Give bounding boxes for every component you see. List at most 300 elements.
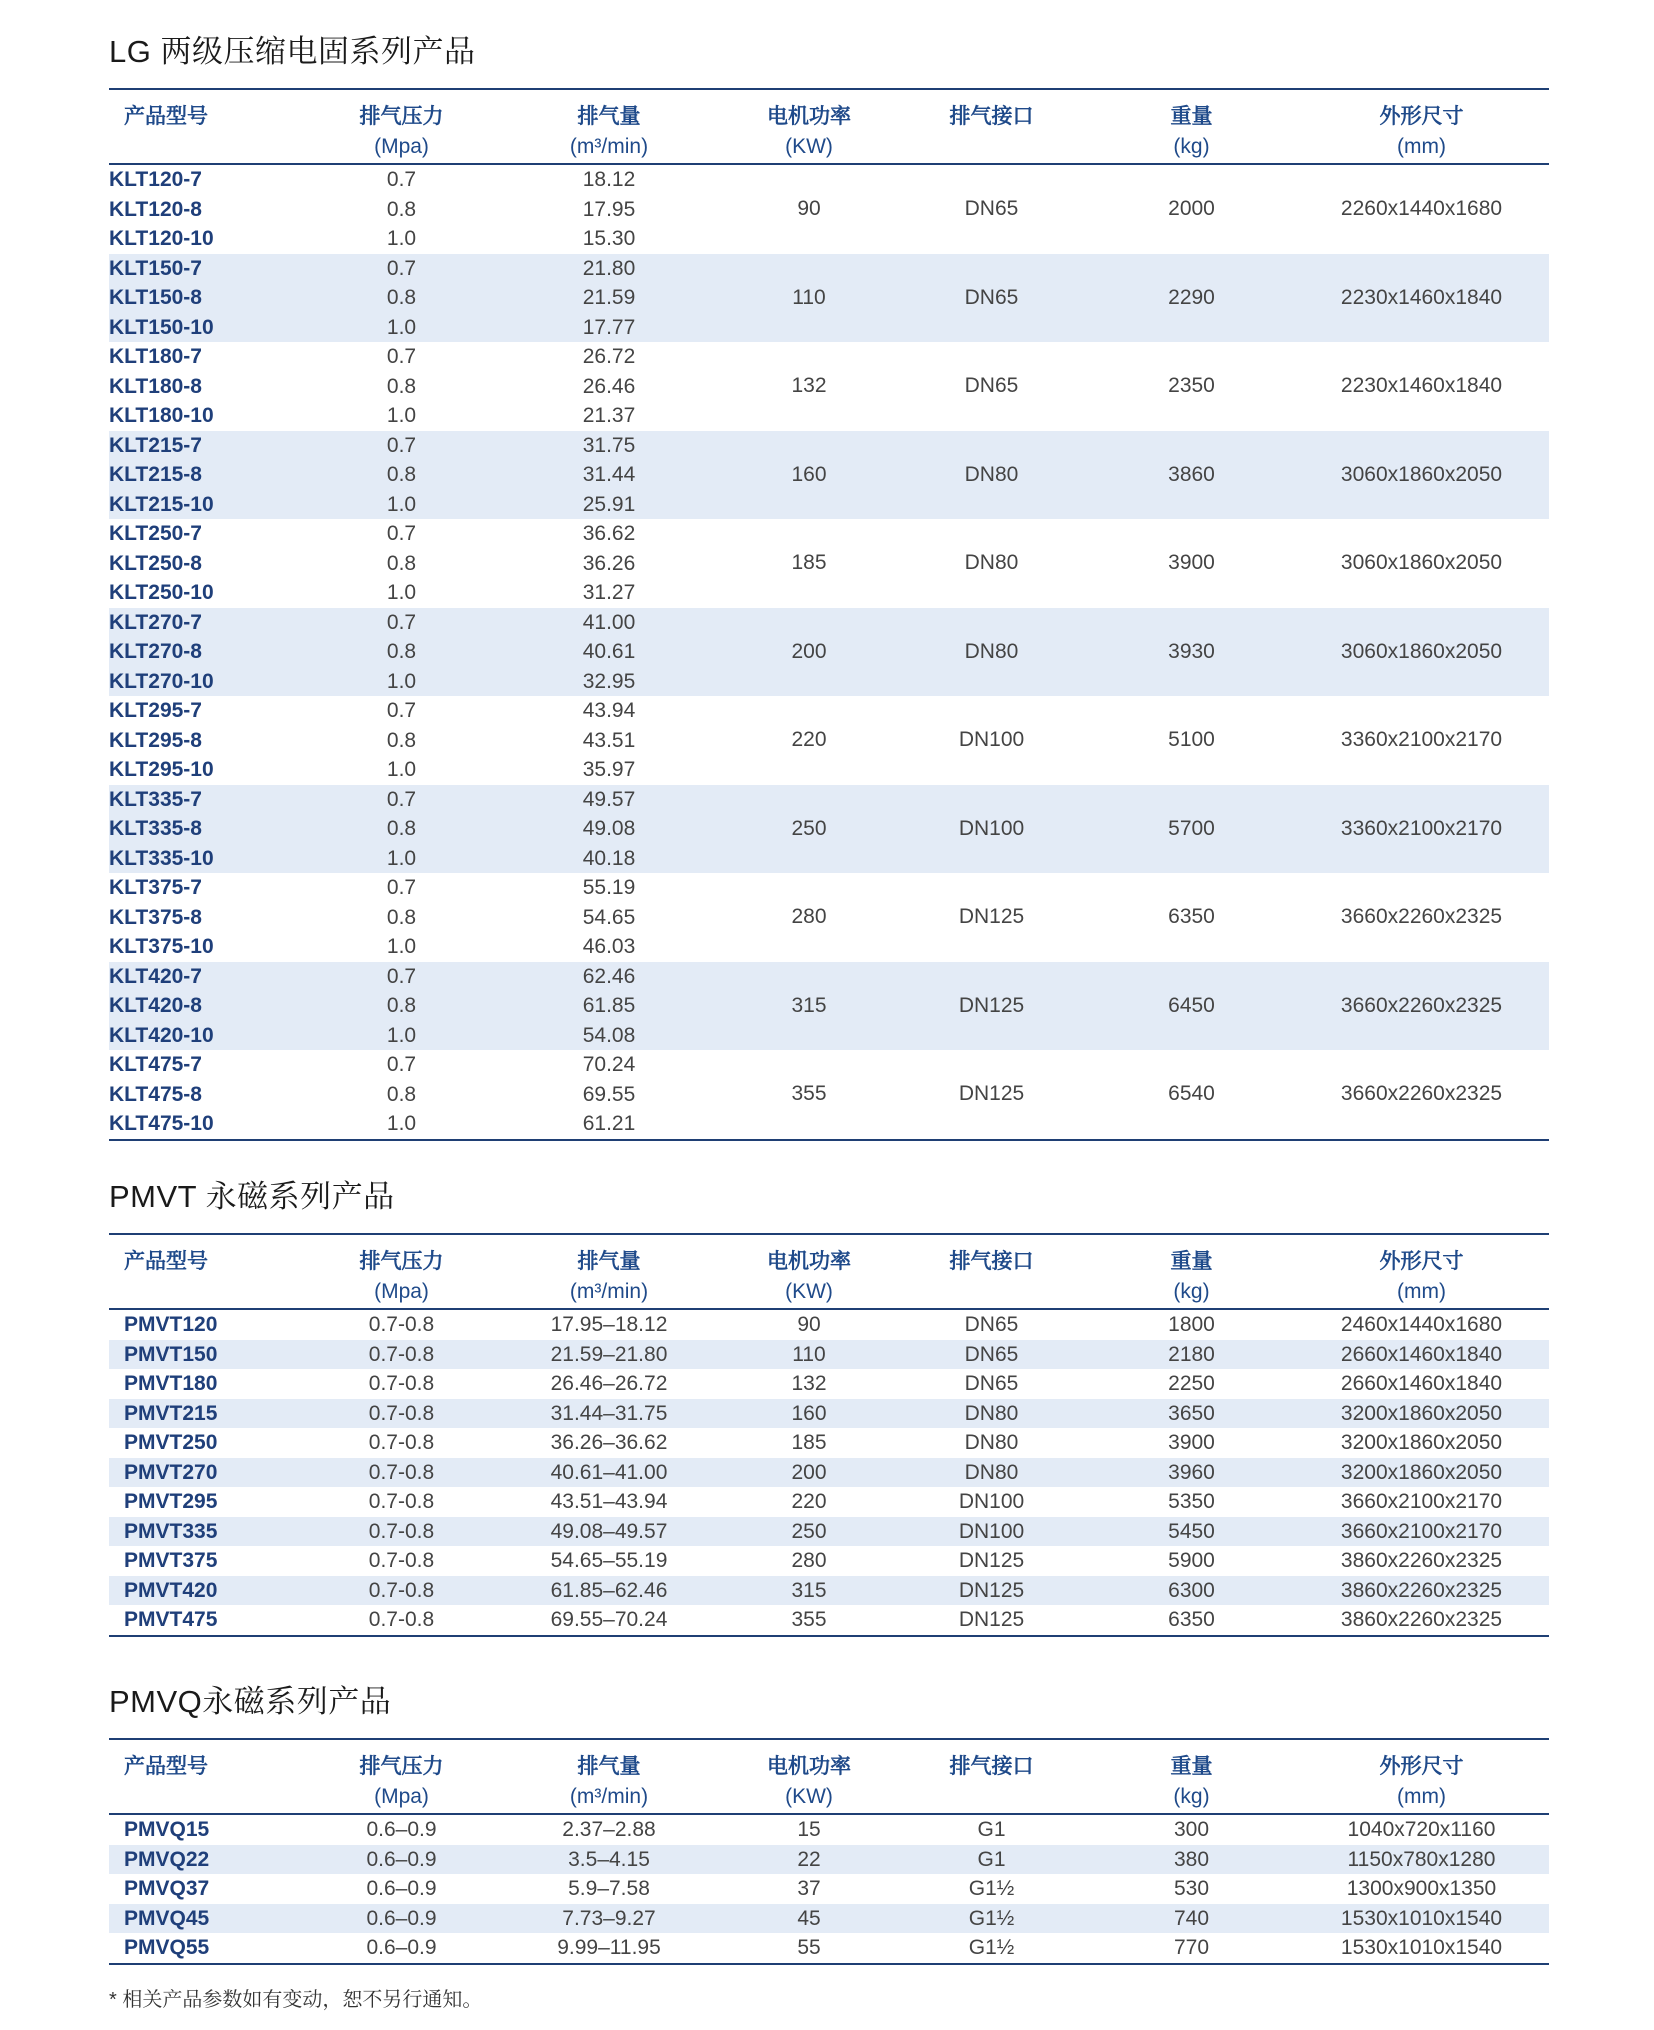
power-cell: 15 xyxy=(797,1818,821,1841)
power-cell: 315 xyxy=(724,1576,894,1606)
pressure-cell xyxy=(309,962,494,1051)
weight-cell: 530 xyxy=(1173,1877,1210,1900)
header-weight xyxy=(1089,1739,1294,1814)
power-cell: 185 xyxy=(791,1431,827,1454)
table-row xyxy=(109,1309,1549,1340)
power-cell: 355 xyxy=(791,1608,827,1631)
header-flow xyxy=(494,1234,724,1309)
model-cell xyxy=(109,608,309,697)
outlet-cell: DN65 xyxy=(894,1340,1089,1370)
flow-cell xyxy=(494,164,724,254)
pressure-cell-value: 1.0 xyxy=(386,1023,417,1047)
pressure-cell xyxy=(309,785,494,874)
model-cell xyxy=(109,254,309,343)
pressure-cell: 0.6–0.9 xyxy=(366,1936,437,1959)
flow-cell-value: 46.03 xyxy=(582,935,636,958)
flow-cell-value: 21.37 xyxy=(582,404,636,427)
outlet-cell: DN65 xyxy=(894,254,1089,343)
size-cell: 2230x1460x1840 xyxy=(1294,254,1549,343)
header-power-unit: (KW) xyxy=(785,135,833,158)
table-row xyxy=(109,1874,1549,1904)
weight-cell: 3900 xyxy=(1168,551,1215,575)
flow-cell-value: 61.85 xyxy=(582,994,636,1017)
flow-cell-value: 43.51 xyxy=(582,728,636,752)
table-row xyxy=(109,1845,1549,1875)
weight-cell: 6300 xyxy=(1089,1576,1294,1606)
pressure-cell-value: 1.0 xyxy=(386,669,417,693)
lg-table xyxy=(109,88,1549,1141)
pressure-cell: 0.6–0.9 xyxy=(366,1818,437,1841)
flow-cell-value: 69.55 xyxy=(582,1082,636,1106)
outlet-cell: DN80 xyxy=(894,1458,1089,1488)
header-size-unit: (mm) xyxy=(1397,1280,1446,1303)
power-cell: 90 xyxy=(797,1313,821,1336)
flow-cell-value: 26.46 xyxy=(582,374,636,398)
table-row-group xyxy=(109,608,1549,697)
table-header xyxy=(109,1234,1549,1309)
weight-cell: 770 xyxy=(1173,1936,1210,1959)
size-cell: 1530x1010x1540 xyxy=(1340,1936,1503,1959)
outlet-cell: DN125 xyxy=(894,1576,1089,1606)
model-cell xyxy=(109,431,309,520)
flow-cell-value: 49.08 xyxy=(582,817,636,840)
header-flow-unit: (m³/min) xyxy=(569,1280,649,1303)
model-cell-value: KLT120-8 xyxy=(109,197,202,221)
pressure-cell-value: 1.0 xyxy=(386,581,417,604)
model-cell-value: KLT215-7 xyxy=(109,433,202,457)
flow-cell: 3.5–4.15 xyxy=(494,1845,724,1875)
header-model-label: 产品型号 xyxy=(124,1755,208,1778)
flow-cell-value: 31.27 xyxy=(582,581,636,604)
table-row-group xyxy=(109,785,1549,874)
size-cell: 1150x780x1280 xyxy=(1294,1845,1549,1875)
header-weight-unit: (kg) xyxy=(1173,135,1210,158)
outlet-cell: DN65 xyxy=(964,374,1019,398)
weight-cell: 3900 xyxy=(1168,1431,1215,1454)
flow-cell: 43.51–43.94 xyxy=(550,1490,668,1513)
pressure-cell-value: 0.8 xyxy=(386,197,417,221)
table-row xyxy=(109,1340,1549,1370)
model-cell-value: KLT475-10 xyxy=(109,1112,214,1135)
outlet-cell: DN100 xyxy=(894,1517,1089,1547)
flow-cell-value: 40.61 xyxy=(582,640,636,663)
pressure-cell-value: 1.0 xyxy=(386,1112,417,1135)
flow-cell xyxy=(494,254,724,343)
model-cell-value: KLT120-10 xyxy=(109,227,214,250)
pmvq-table xyxy=(109,1738,1549,1965)
outlet-cell: DN80 xyxy=(964,551,1019,575)
pressure-cell-value: 1.0 xyxy=(386,404,417,427)
header-outlet-label: 排气接口 xyxy=(949,1250,1034,1273)
outlet-cell: DN100 xyxy=(958,728,1025,752)
weight-cell: 6350 xyxy=(1168,1608,1215,1631)
pressure-cell-value: 0.7 xyxy=(386,345,417,368)
pressure-cell-value: 1.0 xyxy=(386,758,417,781)
pressure-cell xyxy=(309,431,494,520)
flow-cell xyxy=(494,962,724,1051)
header-size xyxy=(1294,1739,1549,1814)
model-cell-value: KLT375-10 xyxy=(109,935,214,958)
outlet-cell: DN100 xyxy=(894,785,1089,874)
pressure-cell-value: 0.8 xyxy=(386,640,417,663)
weight-cell: 5450 xyxy=(1089,1517,1294,1547)
pressure-cell: 0.7-0.8 xyxy=(368,1608,435,1631)
header-weight-label: 重量 xyxy=(1170,1250,1213,1273)
size-cell: 2260x1440x1680 xyxy=(1340,197,1503,221)
table-row xyxy=(109,1814,1549,1845)
flow-cell: 7.73–9.27 xyxy=(494,1904,724,1934)
pmvt-table xyxy=(109,1233,1549,1637)
model-cell-value: KLT270-10 xyxy=(109,669,214,693)
model-cell-value: KLT150-7 xyxy=(109,256,202,280)
header-model xyxy=(109,1234,309,1309)
model-cell: PMVQ55 xyxy=(124,1936,210,1959)
table-row-group xyxy=(109,696,1549,785)
weight-cell: 2180 xyxy=(1089,1340,1294,1370)
weight-cell: 5100 xyxy=(1168,728,1215,752)
table-row-group xyxy=(109,1050,1549,1140)
pressure-cell-value: 0.8 xyxy=(386,905,417,929)
header-size-unit: (mm) xyxy=(1397,135,1446,158)
model-cell-value: KLT420-8 xyxy=(109,994,202,1017)
pressure-cell: 0.7-0.8 xyxy=(309,1517,494,1547)
table-row xyxy=(109,1904,1549,1934)
weight-cell: 300 xyxy=(1173,1818,1210,1841)
header-power-label: 电机功率 xyxy=(767,1250,851,1273)
table-row-group xyxy=(109,431,1549,520)
weight-cell: 380 xyxy=(1089,1845,1294,1875)
model-cell: PMVT475 xyxy=(124,1608,218,1631)
table-row-group xyxy=(109,254,1549,343)
pmvt-section xyxy=(109,1175,1549,1637)
model-cell-value: KLT335-8 xyxy=(109,817,202,840)
pressure-cell-value: 1.0 xyxy=(386,227,417,250)
header-pressure-label: 排气压力 xyxy=(359,105,444,128)
flow-cell-value: 21.80 xyxy=(582,256,636,280)
flow-cell-value: 25.91 xyxy=(582,492,636,516)
header-power xyxy=(724,89,894,164)
size-cell: 3200x1860x2050 xyxy=(1294,1458,1549,1488)
pressure-cell-value: 0.8 xyxy=(386,728,417,752)
header-model-label: 产品型号 xyxy=(124,105,208,128)
flow-cell-value: 26.72 xyxy=(582,345,636,368)
size-cell: 3660x2260x2325 xyxy=(1340,1082,1503,1106)
flow-cell-value: 15.30 xyxy=(582,227,636,250)
table-row-group xyxy=(109,873,1549,962)
pressure-cell: 0.7-0.8 xyxy=(368,1431,435,1454)
pmvq-section xyxy=(109,1680,1549,1965)
model-cell xyxy=(109,962,309,1051)
header-flow-label: 排气量 xyxy=(577,1250,641,1273)
header-power-unit: (KW) xyxy=(785,1785,833,1808)
weight-cell: 2250 xyxy=(1168,1372,1215,1395)
model-cell-value: KLT375-7 xyxy=(109,876,202,899)
size-cell: 1040x720x1160 xyxy=(1347,1818,1496,1841)
pressure-cell-value: 0.7 xyxy=(386,256,417,280)
outlet-cell: DN125 xyxy=(958,905,1025,929)
pressure-cell-value: 0.7 xyxy=(386,699,417,722)
pmvt-section-title: PMVT 永磁系列产品 xyxy=(109,1179,395,1214)
power-cell: 110 xyxy=(724,1340,894,1370)
header-row xyxy=(109,1234,1549,1309)
table-row xyxy=(109,1933,1549,1964)
size-cell: 1300x900x1350 xyxy=(1346,1877,1497,1900)
pressure-cell-value: 0.7 xyxy=(386,964,417,988)
model-cell-value: KLT295-7 xyxy=(109,699,202,722)
pressure-cell: 0.6–0.9 xyxy=(366,1877,437,1900)
flow-cell-value: 55.19 xyxy=(582,876,636,899)
pmvq-section-title: PMVQ永磁系列产品 xyxy=(109,1684,392,1719)
model-cell xyxy=(109,785,309,874)
flow-cell-value: 17.95 xyxy=(582,197,636,221)
size-cell: 2660x1460x1840 xyxy=(1340,1372,1503,1395)
flow-cell xyxy=(494,873,724,962)
weight-cell: 3650 xyxy=(1089,1399,1294,1429)
power-cell: 22 xyxy=(724,1845,894,1875)
model-cell: PMVT375 xyxy=(124,1549,218,1572)
weight-cell: 3860 xyxy=(1089,431,1294,520)
header-outlet xyxy=(894,89,1089,164)
weight-cell: 5350 xyxy=(1168,1490,1215,1513)
header-flow-label: 排气量 xyxy=(577,1755,641,1778)
flow-cell: 9.99–11.95 xyxy=(557,1936,661,1959)
model-cell: PMVQ37 xyxy=(124,1877,210,1900)
header-outlet-label: 排气接口 xyxy=(949,105,1034,128)
table-header xyxy=(109,1739,1549,1814)
flow-cell-value: 70.24 xyxy=(582,1053,636,1076)
model-cell-value: KLT475-7 xyxy=(109,1053,202,1076)
size-cell: 1530x1010x1540 xyxy=(1294,1904,1549,1934)
outlet-cell: DN65 xyxy=(964,1372,1019,1395)
outlet-cell: DN80 xyxy=(964,1431,1019,1454)
pressure-cell-value: 0.8 xyxy=(386,286,417,309)
power-cell: 37 xyxy=(797,1877,821,1900)
header-power-label: 电机功率 xyxy=(767,1755,851,1778)
power-cell: 185 xyxy=(791,551,827,575)
header-row xyxy=(109,89,1549,164)
pressure-cell-value: 0.7 xyxy=(386,610,417,634)
model-cell-value: KLT270-7 xyxy=(109,610,202,634)
model-cell: PMVT120 xyxy=(124,1313,218,1336)
outlet-cell: DN80 xyxy=(894,1399,1089,1429)
pressure-cell-value: 1.0 xyxy=(386,846,417,870)
header-weight-unit: (kg) xyxy=(1173,1785,1210,1808)
pressure-cell-value: 0.7 xyxy=(386,787,417,811)
table-row-group xyxy=(109,342,1549,431)
table-row xyxy=(109,1458,1549,1488)
header-outlet-label: 排气接口 xyxy=(949,1755,1034,1778)
flow-cell xyxy=(494,1050,724,1140)
pressure-cell xyxy=(309,873,494,962)
weight-cell: 740 xyxy=(1089,1904,1294,1934)
header-flow-unit: (m³/min) xyxy=(569,1785,649,1808)
model-cell-value: KLT335-7 xyxy=(109,787,202,811)
model-cell-value: KLT250-10 xyxy=(109,581,214,604)
flow-cell-value: 17.77 xyxy=(582,315,636,339)
power-cell: 200 xyxy=(724,608,894,697)
size-cell: 3200x1860x2050 xyxy=(1294,1399,1549,1429)
pressure-cell xyxy=(309,254,494,343)
power-cell: 280 xyxy=(791,905,827,929)
header-model xyxy=(109,89,309,164)
flow-cell: 31.44–31.75 xyxy=(494,1399,724,1429)
header-power-label: 电机功率 xyxy=(767,105,851,128)
pressure-cell-value: 0.7 xyxy=(386,1053,417,1076)
size-cell: 3660x2260x2325 xyxy=(1340,905,1503,929)
pressure-cell: 0.7-0.8 xyxy=(368,1372,435,1395)
flow-cell: 36.26–36.62 xyxy=(550,1431,668,1454)
power-cell: 110 xyxy=(724,254,894,343)
outlet-cell: DN80 xyxy=(894,431,1089,520)
table-row-group xyxy=(109,962,1549,1051)
model-cell-value: KLT420-10 xyxy=(109,1023,214,1047)
outlet-cell: DN100 xyxy=(958,1490,1025,1513)
flow-cell-value: 62.46 xyxy=(582,964,636,988)
power-cell: 250 xyxy=(724,785,894,874)
weight-cell: 6450 xyxy=(1089,962,1294,1051)
model-cell-value: KLT180-8 xyxy=(109,374,202,398)
pressure-cell: 0.6–0.9 xyxy=(309,1845,494,1875)
pressure-cell-value: 1.0 xyxy=(386,315,417,339)
flow-cell-value: 40.18 xyxy=(582,846,636,870)
flow-cell-value: 31.44 xyxy=(582,463,636,486)
power-cell: 132 xyxy=(791,1372,827,1395)
model-cell-value: KLT375-8 xyxy=(109,905,202,929)
header-model-label: 产品型号 xyxy=(124,1250,208,1273)
flow-cell-value: 36.26 xyxy=(582,551,636,575)
weight-cell: 5700 xyxy=(1089,785,1294,874)
flow-cell: 2.37–2.88 xyxy=(562,1818,656,1841)
flow-cell: 49.08–49.57 xyxy=(494,1517,724,1547)
outlet-cell: G1½ xyxy=(894,1904,1089,1934)
flow-cell: 21.59–21.80 xyxy=(494,1340,724,1370)
outlet-cell: DN125 xyxy=(894,962,1089,1051)
pressure-cell xyxy=(309,1050,494,1140)
model-cell: PMVT250 xyxy=(124,1431,218,1454)
header-flow xyxy=(494,89,724,164)
lg-section xyxy=(109,30,1549,1141)
weight-cell: 3960 xyxy=(1089,1458,1294,1488)
weight-cell: 2290 xyxy=(1089,254,1294,343)
model-cell-value: KLT335-10 xyxy=(109,846,214,870)
pressure-cell xyxy=(309,696,494,785)
table-row-group xyxy=(109,519,1549,608)
flow-cell xyxy=(494,696,724,785)
power-cell: 90 xyxy=(797,197,821,221)
pressure-cell-value: 1.0 xyxy=(386,492,417,516)
model-cell-value: KLT120-7 xyxy=(109,168,202,191)
model-cell: PMVQ15 xyxy=(124,1818,210,1841)
size-cell: 3200x1860x2050 xyxy=(1340,1431,1503,1454)
model-cell: PMVT335 xyxy=(109,1517,309,1547)
table-row xyxy=(109,1576,1549,1606)
outlet-cell: G1 xyxy=(977,1818,1006,1841)
pressure-cell-value: 0.7 xyxy=(386,876,417,899)
flow-cell-value: 41.00 xyxy=(582,610,636,634)
weight-cell: 5900 xyxy=(1168,1549,1215,1572)
flow-cell-value: 43.94 xyxy=(582,699,636,722)
size-cell: 3660x2100x2170 xyxy=(1294,1517,1549,1547)
table-row xyxy=(109,1517,1549,1547)
power-cell: 132 xyxy=(791,374,827,398)
outlet-cell: G1 xyxy=(894,1845,1089,1875)
table-row xyxy=(109,1487,1549,1517)
flow-cell: 69.55–70.24 xyxy=(550,1608,668,1631)
header-flow-unit: (m³/min) xyxy=(569,135,649,158)
power-cell: 220 xyxy=(791,728,827,752)
power-cell: 200 xyxy=(724,1458,894,1488)
header-weight-unit: (kg) xyxy=(1173,1280,1210,1303)
model-cell-value: KLT215-8 xyxy=(109,463,202,486)
header-pressure-unit: (Mpa) xyxy=(374,1785,429,1808)
size-cell: 2230x1460x1840 xyxy=(1340,374,1503,398)
header-pressure-label: 排气压力 xyxy=(359,1250,444,1273)
size-cell: 3360x2100x2170 xyxy=(1340,728,1503,752)
pressure-cell: 0.7-0.8 xyxy=(368,1313,435,1336)
model-cell: PMVT270 xyxy=(109,1458,309,1488)
header-flow xyxy=(494,1739,724,1814)
model-cell-value: KLT295-8 xyxy=(109,728,202,752)
flow-cell xyxy=(494,431,724,520)
pressure-cell: 0.7-0.8 xyxy=(368,1549,435,1572)
model-cell: PMVT295 xyxy=(124,1490,218,1513)
outlet-cell: G1½ xyxy=(968,1936,1015,1959)
model-cell: PMVQ22 xyxy=(109,1845,309,1875)
pressure-cell xyxy=(309,164,494,254)
flow-cell-value: 35.97 xyxy=(582,758,636,781)
table-row-group xyxy=(109,164,1549,254)
header-model xyxy=(109,1739,309,1814)
pressure-cell xyxy=(309,608,494,697)
size-cell: 3860x2260x2325 xyxy=(1340,1549,1503,1572)
header-pressure-label: 排气压力 xyxy=(359,1755,444,1778)
size-cell: 2460x1440x1680 xyxy=(1340,1313,1503,1336)
power-cell: 220 xyxy=(791,1490,827,1513)
weight-cell: 1800 xyxy=(1168,1313,1215,1336)
pressure-cell-value: 0.8 xyxy=(386,551,417,575)
table-row xyxy=(109,1428,1549,1458)
pressure-cell-value: 0.7 xyxy=(386,433,417,457)
power-cell: 250 xyxy=(724,1517,894,1547)
flow-cell-value: 49.57 xyxy=(582,787,636,811)
header-pressure-unit: (Mpa) xyxy=(374,1280,429,1303)
weight-cell: 6540 xyxy=(1168,1082,1215,1106)
size-cell: 2660x1460x1840 xyxy=(1294,1340,1549,1370)
model-cell xyxy=(109,164,309,254)
pressure-cell: 0.6–0.9 xyxy=(309,1904,494,1934)
weight-cell: 2000 xyxy=(1168,197,1215,221)
header-size xyxy=(1294,1234,1549,1309)
flow-cell-value: 54.65 xyxy=(582,905,636,929)
model-cell-value: KLT150-8 xyxy=(109,286,202,309)
pressure-cell-value: 0.8 xyxy=(386,1082,417,1106)
model-cell-value: KLT180-10 xyxy=(109,404,214,427)
header-size xyxy=(1294,89,1549,164)
flow-cell: 54.65–55.19 xyxy=(550,1549,668,1572)
model-cell-value: KLT420-7 xyxy=(109,964,202,988)
header-power xyxy=(724,1739,894,1814)
flow-cell-value: 54.08 xyxy=(582,1023,636,1047)
header-pressure xyxy=(309,89,494,164)
size-cell: 3060x1860x2050 xyxy=(1294,431,1549,520)
header-size-label: 外形尺寸 xyxy=(1379,105,1464,128)
table-row xyxy=(109,1399,1549,1429)
flow-cell: 26.46–26.72 xyxy=(550,1372,668,1395)
flow-cell xyxy=(494,342,724,431)
outlet-cell: G1½ xyxy=(968,1877,1015,1900)
flow-cell: 40.61–41.00 xyxy=(494,1458,724,1488)
power-cell: 45 xyxy=(724,1904,894,1934)
